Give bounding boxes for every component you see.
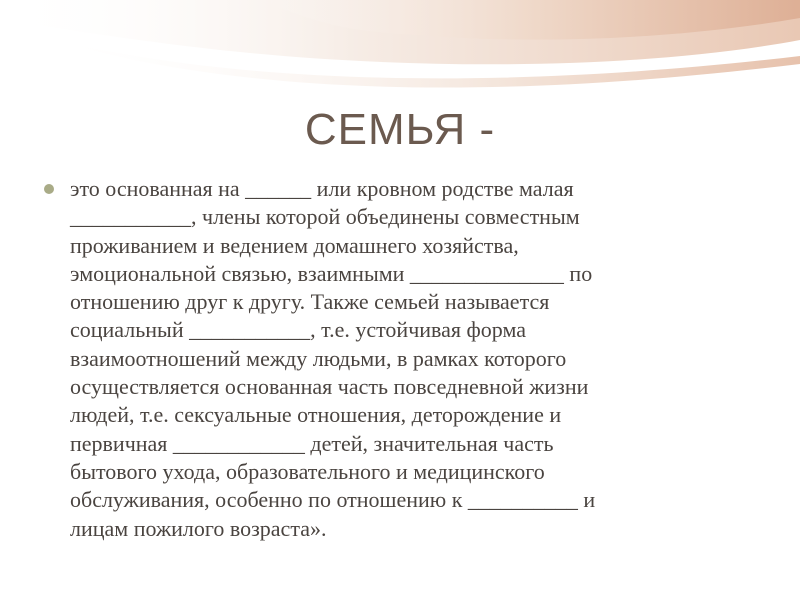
- paragraph-line: лицам пожилого возраста».: [70, 515, 327, 541]
- paragraph-line: обслуживания, особенно по отношению к __________ и: [70, 487, 596, 513]
- paragraph-line: отношению друг к другу. Также семьей называется: [70, 289, 550, 315]
- paragraph-line: проживанием и ведением домашнего хозяйства,: [70, 232, 519, 258]
- paragraph-line: людей, т.е. сексуальные отношения, деторождение и: [70, 402, 562, 428]
- paragraph-line: осуществляется основанная часть повседневной жизни: [70, 374, 589, 400]
- bullet-list: [44, 175, 764, 543]
- paragraph-line: социальный ___________, т.е. устойчивая форма: [70, 317, 526, 343]
- paragraph-line: взаимоотношений между людьми, в рамках которого: [70, 345, 567, 371]
- paragraph-line: эмоциональной связью, взаимными ______________ по: [70, 260, 593, 286]
- page-title: СЕМЬЯ -: [304, 105, 496, 154]
- paragraph-line: бытового ухода, образовательного и медицинского: [70, 458, 545, 484]
- definition-paragraph: [70, 175, 764, 543]
- paragraph-line: ___________, члены которой объединены совместным: [70, 204, 580, 230]
- paragraph-line: первичная ____________ детей, значительная часть: [70, 430, 554, 456]
- paragraph-line: это основанная на ______ или кровном родстве малая: [70, 176, 574, 201]
- bullet-icon: [44, 184, 54, 194]
- decorative-swoosh: [0, 0, 800, 110]
